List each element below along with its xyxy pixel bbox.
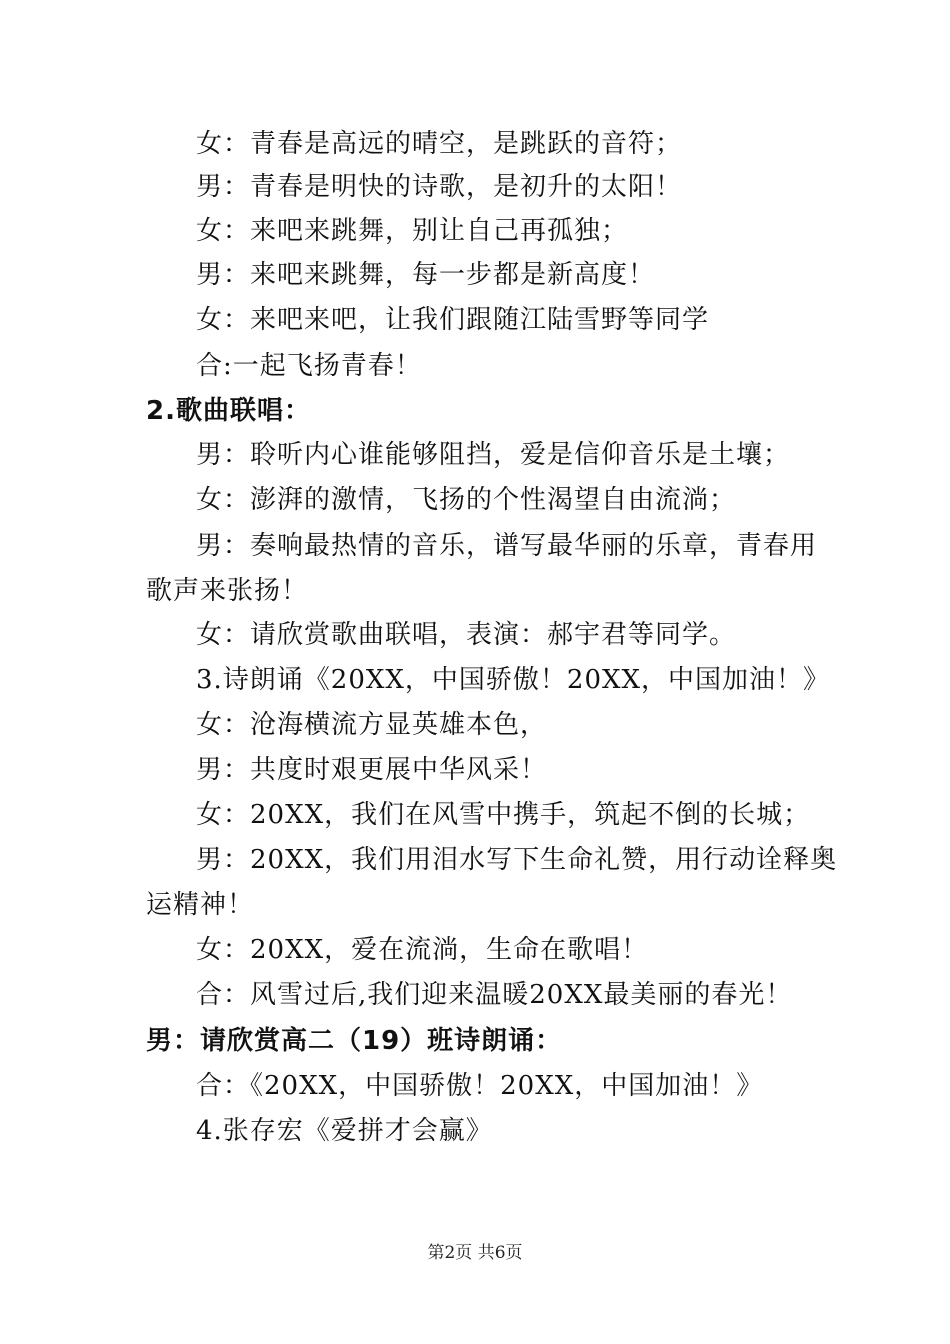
text-line: 女：来吧来吧，让我们跟随江陆雪野等同学	[196, 305, 710, 335]
text-line: 4.张存宏《爱拼才会赢》	[196, 1116, 493, 1146]
text-line: 女：20XX，我们在风雪中携手，筑起不倒的长城；	[196, 800, 811, 830]
text-line: 男：青春是明快的诗歌，是初升的太阳！	[196, 172, 683, 202]
text-line: 合:一起飞扬青春！	[196, 351, 422, 381]
text-line: 女：20XX，爱在流淌，生命在歌唱！	[196, 935, 649, 965]
section-heading: 2.歌曲联唱：	[146, 396, 311, 426]
text-line: 合：风雪过后,我们迎来温暖20XX最美丽的春光！	[196, 980, 793, 1010]
text-line: 男：20XX，我们用泪水写下生命礼赞，用行动诠释奥	[196, 845, 838, 875]
text-line: 歌声来张扬！	[146, 576, 309, 606]
page-footer: 第2页 共6页	[427, 1243, 523, 1263]
text-line: 女：来吧来跳舞，别让自己再孤独；	[196, 216, 629, 246]
text-line: 女：澎湃的激情，飞扬的个性渴望自由流淌；	[196, 485, 737, 515]
text-line: 女：青春是高远的晴空，是跳跃的音符；	[196, 129, 683, 159]
text-line: 3.诗朗诵《20XX，中国骄傲！20XX，中国加油！》	[196, 665, 831, 695]
text-line: 女：请欣赏歌曲联唱，表演：郝宇君等同学。	[196, 620, 737, 650]
text-line: 运精神！	[146, 890, 255, 920]
text-line: 男：共度时艰更展中华风采！	[196, 755, 548, 785]
text-line: 合：《20XX，中国骄傲！20XX，中国加油！》	[196, 1071, 764, 1101]
text-line: 男：聆听内心谁能够阻挡，爱是信仰音乐是土壤；	[196, 440, 791, 470]
section-heading: 男：请欣赏高二（19）班诗朗诵：	[146, 1026, 563, 1056]
text-line: 男：来吧来跳舞，每一步都是新高度！	[196, 260, 656, 290]
text-line: 女：沧海横流方显英雄本色，	[196, 710, 548, 740]
text-line: 男：奏响最热情的音乐，谱写最华丽的乐章，青春用	[196, 531, 818, 561]
